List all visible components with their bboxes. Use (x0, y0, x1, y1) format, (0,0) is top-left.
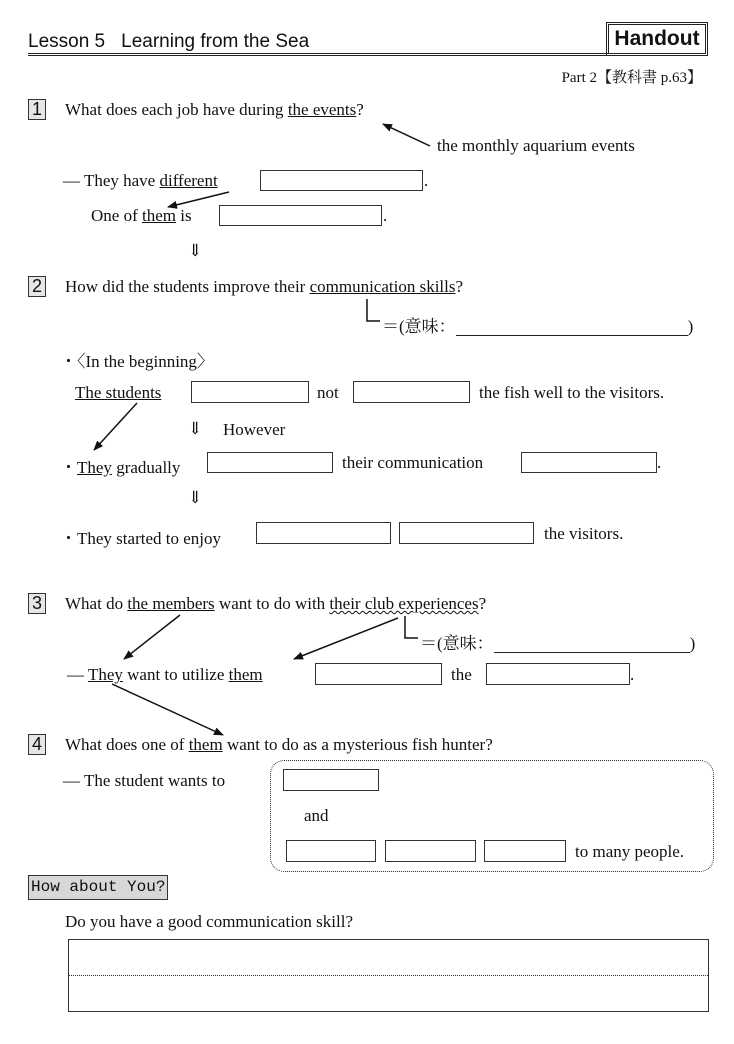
down-arrow-icon: ⇓ (188, 419, 203, 438)
q1-is: is (175, 206, 192, 225)
q2-communication-skills: communication skills (309, 277, 456, 296)
q3-they: They (87, 665, 123, 684)
q2-question-text: How did the students improve their (65, 277, 310, 296)
meaning-close: ) (689, 634, 696, 653)
q1-answer-text: They have (83, 171, 160, 190)
q1-qmark: ? (356, 100, 364, 119)
q2-however: However (223, 420, 286, 439)
q2-not: not (317, 383, 339, 402)
q1-different: different (159, 171, 218, 190)
question-number-2: 2 (28, 276, 46, 297)
q4-question-rest: want to do as a mysterious fish hunter? (222, 735, 493, 754)
meaning-label: ＝(意味： (382, 317, 456, 336)
how-about-you-label: How about You? (28, 875, 168, 900)
how-question: Do you have a good communication skill? (65, 912, 353, 931)
arrow-q1-them (168, 192, 229, 207)
meaning-close: ) (687, 317, 694, 336)
q4-and: and (304, 806, 329, 825)
connector-q3-meaning (405, 616, 418, 638)
handout-label: Handout (614, 27, 700, 50)
arrow-q1-events (383, 124, 430, 146)
q1-note: the monthly aquarium events (437, 136, 635, 155)
period: . (630, 665, 635, 684)
q2-the-visitors: the visitors. (544, 524, 624, 543)
q2-gradually: gradually (111, 458, 181, 477)
down-arrow-icon: ⇓ (188, 241, 203, 260)
lesson-number: Lesson 5 (28, 31, 106, 52)
q2-they: They (77, 458, 112, 477)
q1-question-text: What does each job have during (65, 100, 288, 119)
period: . (657, 453, 662, 472)
q2-the-students: The students (75, 383, 162, 402)
q3-them: them (228, 665, 263, 684)
lesson-name: Learning from the Sea (121, 31, 310, 52)
q3-utilize: want to utilize (122, 665, 229, 684)
q4-question-text: What does one of (65, 735, 189, 754)
arrow-q3-experiences (294, 618, 398, 659)
q2-started-to-enjoy: ・They started to enjoy (60, 529, 221, 548)
period: . (383, 206, 388, 225)
dash: ― (67, 665, 84, 684)
q3-the: the (451, 665, 472, 684)
q2-their-communication: their communication (342, 453, 484, 472)
arrow-q2-they (94, 403, 137, 450)
q3-question-mid: want to do with (214, 594, 330, 613)
question-number-1: 1 (28, 99, 46, 120)
arrow-q3-members (124, 615, 180, 659)
q1-line2-text: One of (91, 206, 142, 225)
q3-qmark: ? (478, 594, 487, 613)
down-arrow-icon: ⇓ (188, 488, 203, 507)
connector-q2-meaning (367, 299, 380, 321)
q3-their-club-experiences: their club experiences (329, 594, 479, 613)
q1-them: them (141, 206, 176, 225)
period: . (424, 171, 429, 190)
part-reference: Part 2【教科書 p.63】 (561, 70, 702, 86)
q2-qmark: ? (455, 277, 464, 296)
q1-the-events: the events (287, 100, 357, 119)
q4-them: them (188, 735, 223, 754)
q4-answer: ― The student wants to (63, 771, 226, 790)
q3-question-text: What do (65, 594, 128, 613)
q3-the-members: the members (127, 594, 215, 613)
q4-to-many-people: to many people. (575, 842, 685, 861)
arrow-q4-them (112, 684, 223, 735)
q2-in-the-beginning: ・〈In the beginning〉 (60, 352, 214, 371)
question-number-4: 4 (28, 734, 46, 755)
meaning-label: ＝(意味： (420, 634, 494, 653)
q2-fish-visitors: the fish well to the visitors. (479, 383, 665, 402)
dash: ― (63, 171, 80, 190)
question-number-3: 3 (28, 593, 46, 614)
bullet: ・ (60, 458, 77, 477)
